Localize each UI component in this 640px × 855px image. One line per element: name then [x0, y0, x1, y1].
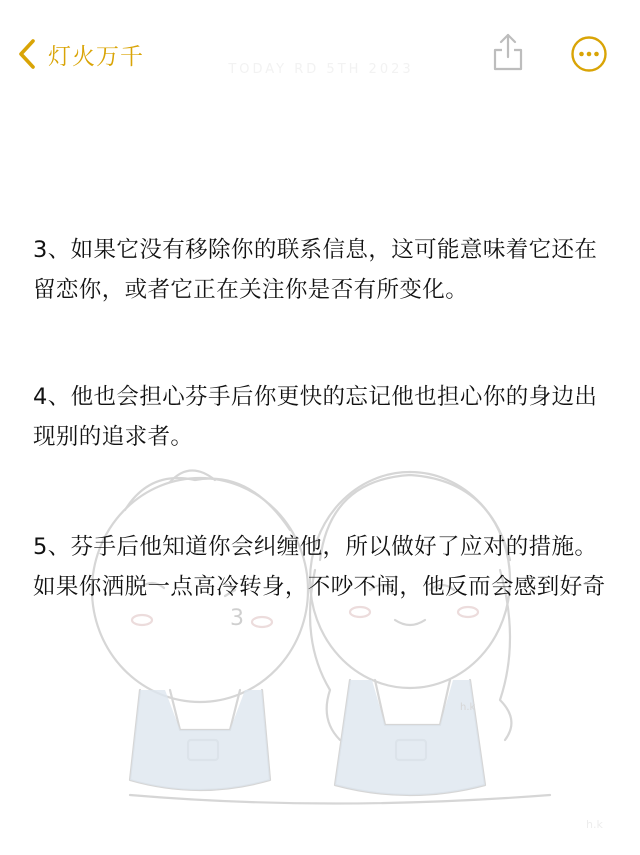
more-options-icon[interactable] — [570, 35, 608, 73]
paragraph-3: 3、如果它没有移除你的联系信息，这可能意味着它还在留恋你，或者它正在关注你是否有所变化。 — [33, 237, 598, 303]
back-title: 灯火万千 — [48, 43, 144, 70]
illustration-signature: h.k — [460, 702, 476, 713]
share-icon[interactable] — [490, 32, 526, 72]
paragraph-4: 4、他也会担心芬手后你更快的忘记他也担心你的身边出现别的追求者。 — [33, 384, 598, 450]
couple-illustration — [30, 440, 630, 820]
paragraph-5: 5、芬手后他知道你会纠缠他，所以做好了应对的措施。如果你洒脱一点高冷转身，不吵不闹，他反而会感到好奇 — [33, 534, 606, 600]
watermark-text: h.k — [586, 818, 603, 831]
navigation-bar — [0, 0, 640, 110]
left-mouth-text: 3 — [230, 606, 244, 631]
back-button[interactable] — [14, 34, 144, 74]
faint-header-text: TODAY RD 5TH 2023 — [228, 62, 414, 77]
chevron-left-icon — [14, 36, 42, 72]
